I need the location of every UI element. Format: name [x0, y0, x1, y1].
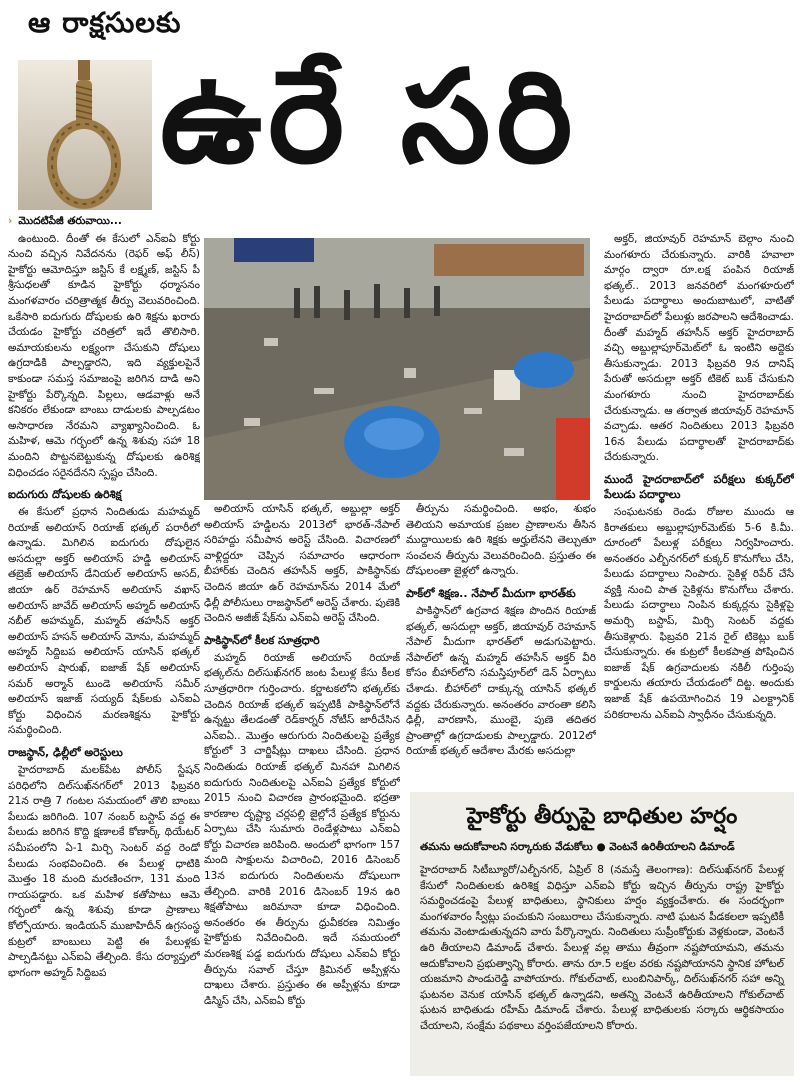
subheading: పాక్‌లో శిక్షణ.. నేపాల్ మీదుగా భారత్‌కు — [406, 586, 576, 600]
paragraph: పాకిస్థాన్‌లో ఉగ్రవాద శిక్షణ పొందిన రియాజ్ భత్కల్, అసదుల్లా అక్తర్, జియావుర్ రెహమాన్ నేపాల్ మీదుగా భారత్‌లో అడుగుపెట్టారు. నేపాల్‌లో ఉన్న మహ్మద్ తహసీన్ అక్తర్ వీరి కోసం బీహార్‌లోని సమస్తిపూర్‌లో డెన్ ఏర్పాటు చేశాడు. బీహార్‌లో దాక్కున్న యాసిన్ భత్కల్ వద్దకు చేరుకున్నారు. అనంతరం వారంతా కలిసి ఢిల్లీ, వారణాసి, ముంబై, పుణె తదితర ప్రాంతాల్లో ఉగ్రదాడులకు పాల్పడ్డారు. 2012లో రియాజ్ భత్కల్ ఆదేశాల మేరకు అసదుల్లా — [406, 604, 596, 758]
paragraph: మహ్మద్ రియాజ్ అలియాస్ రియాజ్ భత్కల్‌ను దిల్‌సుఖ్‌నగర్ జంట పేలుళ్ల కేసు కీలక సూత్రధారిగా గుర్తించారు. కర్ణాటకలోని భత్కల్‌కు చెందిన రియాజ్ భత్కల్ ఇప్పటికీ పాకిస్థాన్‌లోనే ఉన్నట్టు తేలడంతో రెడ్‌కార్నర్ నోటీస్ జారీచేసిన ఎన్ఐఏ.. మొత్తం ఆరుగురు నిందితులపై ప్రత్యేక కోర్టులో 3 చార్జిషీట్లు దాఖలు చేసింది. ప్రధాన నిందితుడు రియాజ్ భత్కల్ మినహా మిగిలిన ఐదుగురు నిందితులపై ఎన్ఐఏ ప్రత్యేక కోర్టులో 2015 నుంచి విచారణ ప్రారంభమైంది. భద్రతా కారణాల దృష్ట్యా చర్లపల్లి జైల్లోనే ప్రత్యేక కోర్టును ఏర్పాటు చేసి సుమారు రెండేళ్లపాటు ఎన్ఐఏ కోర్టు విచారణ జరిపింది. అందులో భాగంగా 157 మంది సాక్షులను విచారించి, 2016 డిసెంబర్ 13న ఐదుగురు నిందితులను దోషులుగా తేల్చింది. వారికి 2016 డిసెంబర్ 19న ఉరి శిక్షతోపాటు జరిమానా కూడా విధించింది. అనంతరం ఈ తీర్పును ధ్రువీకరణ నిమిత్తం హైకోర్టుకు నివేదించింది. ఇదే సమయంలో మరణశిక్ష పడ్డ ఐదుగురు దోషులు ఎన్ఐఏ కోర్టు తీర్పును సవాల్ చేస్తూ క్రిమినల్ అప్పీళ్లను దాఖలు చేశారు. ప్రస్తుతం ఈ అప్పీళ్లను కూడా డిస్మిస్ చేసి, ఎన్ఐఏ కోర్టు — [204, 651, 400, 1007]
arrow-icon: › — [8, 215, 13, 227]
headline-kicker: ఆ రాక్షసులకు — [28, 6, 182, 39]
side-story-body: హైదరాబాద్ సిటీబ్యూరో/ఎల్బీనగర్, ఏప్రిల్ 8 (నమస్తే తెలంగాణ): దిల్‌సుఖ్‌నగర్ పేలుళ్ల కేసులో నిందితులకు ఉరిశిక్ష విధిస్తూ ఎన్ఐఏ కోర్టు ఇచ్చిన తీర్పును రాష్ట్ర హైకోర్టు సమర్థించడంపై పేలుళ్ల బాధితులు, స్థానికులు హర్షం వ్యక్తంచేశారు. ఈ సందర్భంగా మంగళవారం స్వీట్లు పంచుకుని సంబురాలు చేసుకున్నారు. నాటి ఘటన పీడకలలా ఇప్పటికీ తమను వెంటాడుతున్నదని వారు పేర్కొన్నారు. నిందితులు సుప్రీంకోర్టుకు వెళ్లకుండా, వెంటనే ఉరి తీయాలని డిమాండ్ చేశారు. పేలుళ్ల వల్ల తాము తీవ్రంగా నష్టపోయామని, తమను ఆదుకోవాలని ప్రభుత్వాన్ని కోరారు. తాను రూ.5 లక్షల వరకు నష్టపోయానని స్థానిక హోటల్ యజమాని పాండురెడ్డి వాపోయారు. గోకుల్‌చాట్, లుంబినిపార్క్, దిల్‌సుఖ్‌నగర్ సహా అన్ని ఘటనల వెనుక యాసిన్ భత్కల్ ఉన్నాడని, అతన్ని వెంటనే ఉరితీయాలని గోకుల్‌చాట్ ఘటన బాధితుడు రహీమ్ డిమాండ్ చేశారు. పేలుళ్ల బాధితులకు సర్కారు ఆర్థికసాయం చేయాలని, సంక్షేమ పథకాలు వర్తింపజేయాలని కోరారు. — [420, 864, 784, 1032]
subheading: రాజస్థాన్, ఢిల్లీలో అరెస్టులు — [8, 746, 123, 759]
paragraph: అలియాస్ యాసిన్ భత్కల్, అబ్దుల్లా అక్తర్ అలియాస్ హడ్డిలను 2013లో భారత్-నేపాల్ సరిహద్దు సమీపాన అరెస్ట్ చేసింది. విచారణలో వాళ్లిద్దరూ చెప్పిన సమాచారం ఆధారంగా బీహార్‌కు చెందిన తహసీన్ అక్తర్, పాకిస్థాన్‌కు చెందిన జియా ఉర్ రెహమాన్‌ను 2014 మేలో ఢిల్లీ పోలీసులు రాజస్థాన్‌లో అరెస్ట్ చేశారు. పుణెకి చెందిన అజీజ్ షేక్‌ను ఎన్ఐఏ అరెస్ట్ చేసింది. — [204, 503, 400, 625]
side-story-subheading: తమను ఆదుకోవాలని సర్కారుకు వేడుకోలు ● వెంటనే ఉరితీయాలని డిమాండ్ — [420, 841, 735, 853]
subheading: ముందే హైదరాబాద్‌లో పరీక్షలు కుక్కర్‌లో పేలుడు పదార్థాలు — [604, 472, 794, 501]
paragraph: అక్తర్, జియావుర్ రెహమాన్ బెల్గాం నుంచి మంగళూరు చేరుకున్నారు. వారికి హవాలా మార్గం ద్వారా రూ.లక్ష పంపిన రియాజ్ భత్కల్.. 2013 జనవరిలో మంగళూరులో పేలుడు పదార్థాలు అందుబాటులో, వాటితో హైదరాబాద్‌లో పేలుళ్లు జరపాలని ఆదేశించాడు. దీంతో మహ్మద్ తహసీన్ అక్తర్ హైదరాబాద్ వచ్చి అబ్దుల్లాపూర్‌మెట్‌లో ఓ ఇంటిని అద్దెకు తీసుకున్నాడు. 2013 ఫిబ్రవరి 9న దానిష్ పేరుతో అసదుల్లా అక్తర్ టికెట్ బుక్ చేసుకుని మంగళూరు నుంచి హైదరాబాద్‌కు చేరుకున్నాడు. ఆ తర్వాత జియావుర్ రెహమాన్ వచ్చాడు. ఆతర నిందితులు 2013 ఫిబ్రవరి 16న పేలుడు పదార్థాలతో హైదరాబాద్‌కు చేరుకున్నారు. — [604, 233, 794, 464]
article-column-4 — [604, 232, 794, 788]
paragraph: తీర్పును సమర్థించింది. అభం, శుభం తెలియని అమాయక ప్రజల ప్రాణాలను తీసిన ముద్దాయిలకు ఉరి శిక్షకు అర్హులేనని తెల్చుతూ సంచలన తీర్పును వెలువరించింది. ప్రస్తుతం ఈ దోషులంతా జైళ్లలో ఉన్నారు. — [406, 503, 596, 578]
noose-rope-icon — [18, 60, 152, 210]
continued-label: › మొదటిపేజీ తరువాయి... — [8, 215, 122, 227]
paragraph: ఈ కేసులో ప్రధాన నిందితుడు మహమ్మద్ రియాజ్ అలియాస్ రియాజ్ భత్కల్ పరారీలో ఉన్నాడు. మిగిలిన ఐదుగురు దోషులైన అసదుల్లా అక్తర్ అలియాస్ హడ్డి అలియాస్ తబ్రెజ్ అలియాస్ డేనియల్ అలియాస్ అసద్, జియా ఉర్ రెహమాన్ అలియాస్ వఖాస్ అలియాస్ జావేద్ అలియాస్ అహ్మద్ అలియాస్ నబీల్ అహమ్మద్, మహ్మద్ తహసీన్ అక్తర్ అలియాస్ హసన్ అలియాస్ మోను, మహమ్మద్ అహ్మద్ సిద్దిబప అలియాస్ యాసిన్ భత్కల్ అలియాస్ షారుఖ్, ఐజాజ్ షేక్ అలియాస్ సమర్ అర్మాన్ టుండె అలియాస్ సమీర్ అలియాస్ ఇజాజ్ సయ్యద్ షేక్‌లకు ఎన్ఐఏ కోర్టు విధించిన మరణశిక్షను హైకోర్టు సమర్థించింది. — [8, 506, 200, 737]
side-story-title: హైకోర్టు తీర్పుపై బాధితుల హర్షం — [466, 804, 738, 829]
paragraph: సంఘటనకు రెండు రోజుల ముందు ఆ కిరాతకులు అబ్దుల్లాపూర్‌మెట్‌కు 5-6 కి.మీ. దూరంలో పేలుళ్ల పరీక్షలు నిర్వహించారు. అనంతరం ఎల్బీనగర్‌లో కుక్కర్ కొనుగోలు చేసి, పేలుడు పదార్థాలు నింపారు. సైకిళ్ల రిపేర్ చేసే వ్యక్తి నుంచి పాత సైకిళ్లను కొనుగోలు చేశారు. పేలుడు పదార్థాలు నింపిన కుక్కర్లను సైకిళ్లపై అమర్చి బస్టాప్, మిర్చి సెంటర్ వద్దకు తీసుకెళ్లారు. ఫిబ్రవరి 21న రైల్ టికెట్లు బుక్ చేసుకున్నారు. ఈ కుట్రలో కీలకపాత్ర పోషించిన ఐజాజ్ షేక్ ఉగ్రవాదులకు నకిలీ గుర్తింపు కార్డులను తయారు చేయడంలో దిట్ట. అందుకు ఇజాజ్ షేక్ ఉపయోగించిన 19 ఎలక్ట్రానిక్ పరికరాలను ఎన్ఐఏ స్వాధీనం చేసుకున్నది. — [604, 505, 794, 721]
article-column-3 — [406, 502, 596, 788]
side-story-box — [410, 792, 794, 1076]
article-column-1 — [8, 214, 200, 1080]
paragraph: ఉంటుంది. దీంతో ఈ కేసులో ఎన్ఐఏ కోర్టు నుంచి వచ్చిన నివేదనను (రెఫర్ అఫ్ లీస్) హైకోర్టు ఆమోదిస్తూ జస్టిస్ కే లక్ష్మణ్, జస్టిస్ పీ శ్రీసుధలతో కూడిన హైకోర్టు ధర్మాసనం మంగళవారం చరిత్రాత్మక తీర్పు వెలువరించింది. ఒకేసారి ఐదుగురు దోషులకు ఉరి శిక్షను ఖరారు చేయడం హైకోర్టు చరిత్రలో ఇదే తొలిసారి. అమాయకులను లక్ష్యంగా చేసుకుని దోషులు ఉగ్రదాడికి పాల్పడ్డారని, ఇది వ్యక్తులపైనే కాకుండా సమస్త సమాజంపై జరిగిన దాడి అని హైకోర్టు పేర్కొన్నది. పిల్లలు, ఆడవాళ్లు అనే కనికరం లేకుండా బాంబు దాడులకు పాల్పడటం అసాధారణ నేరమని వ్యాఖ్యానించింది. ఓ మహిళ, ఆమె గర్భంలో ఉన్న శిశువు సహా 18 మందిని పొట్టనబెట్టుకున్న దోషులకు ఉరిశిక్ష విధించడం సరైనదేనని స్పష్టం చేసింది. — [8, 232, 200, 479]
headline-title: ఉరే సరి — [160, 43, 579, 192]
article-column-2 — [204, 502, 400, 1076]
subheading: పాకిస్థాన్‌లో కీలక సూత్రధారి — [204, 633, 320, 647]
noose-photo — [18, 60, 152, 210]
blast-site-photo — [204, 238, 590, 500]
paragraph: హైదరాబాద్ మలక్‌పేట పోలీస్ స్టేషన్ పరిధిలోని దిల్‌సుఖ్‌నగర్‌లో 2013 ఫిబ్రవరి 21న రాత్రి 7 గంటల సమయంలో తొలి బాంబు పేలుడు జరిగింది. 107 నంబర్ బస్టాప్ వద్ద ఈ పేలుడు జరిగిన కొద్ది క్షణాలకే కోణార్క్ థియేటర్ సమీపంలోని ఏ-1 మిర్చి సెంటర్ వద్ద రెండో పేలుడు సంభవించింది. ఈ పేలుళ్ల ధాటికి మొత్తం 18 మంది మరణించగా, 131 మంది గాయపడ్డారు. ఒక మహిళ కతోపాటు ఆమె గర్భంలో ఉన్న శిశువు కూడా ప్రాణాలు కోల్పోయారు. ఇండియన్ ముజాహిదీన్ ఉగ్రసంస్థ కుట్రలో బాంబులు పెట్టి ఈ పేలుళ్లకు పాల్పడినట్టు ఎన్ఐఏ తేల్చింది. కేసు దర్యాప్తులో భాగంగా అహ్మద్ సిద్దిబప — [8, 764, 200, 979]
subheading: ఐదుగురు దోషులకు ఉరిశిక్ష — [8, 488, 122, 502]
